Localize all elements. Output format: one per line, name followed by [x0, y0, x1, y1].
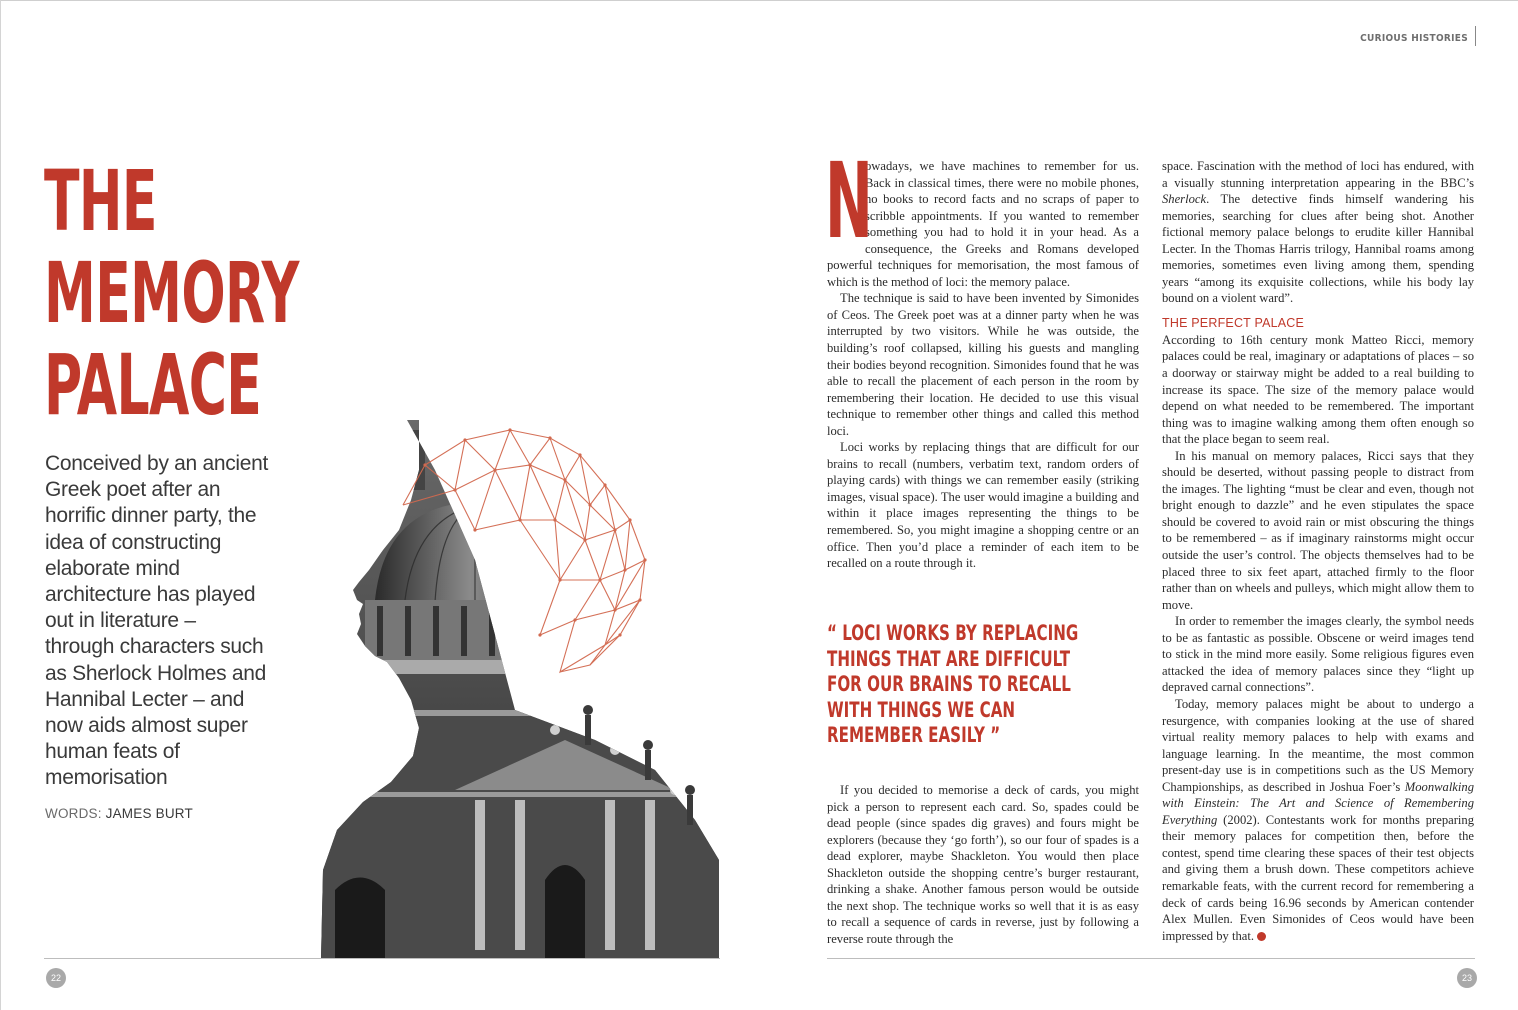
bottom-rule-left — [44, 958, 720, 959]
paragraph — [1162, 696, 1474, 944]
open-quote-mark: “ — [827, 621, 837, 645]
paragraph-text: owadays, we have machines to remember for us. Back in classical times, there were no mobile phones, no books to record facts and no scraps of paper to scribble appointments. If you wanted to remember something you had to hold it in your head. As a consequence, the Greeks and Romans developed powerful techniques for memorisation, the most famous of which is the method of loci: the memory palace. — [827, 159, 1139, 289]
page-number-left: 22 — [46, 968, 66, 988]
close-quote-mark: ” — [990, 723, 1001, 747]
paragraph: Loci works by replacing things that are difficult for our brains to recall (numbers, verbatim text, random orders of playing cards) with things we can remember easily (striking images, visual space). The user would imagine a building and within it place images representing the things to be remembered. So, you might imagine a shopping centre or an office. Then you’d place a reminder of each item to be recalled on a route through it. — [827, 440, 1139, 571]
pull-quote — [827, 621, 1079, 749]
paragraph: In order to remember the images clearly, the symbol needs to be as fantastic as possible. Obscene or weird images tend to stick in the mind more easily. Some religious figures even attacked the idea of memory palaces since they “light up depraved carnal connections”. — [1162, 614, 1474, 695]
headline-line: MEMORY — [44, 244, 299, 342]
paragraph-text: space. Fascination with the method of loci has endured, with a visually stunning interpretation appearing in the BBC’s — [1162, 159, 1474, 190]
article-column-1-continued — [827, 782, 1139, 947]
standfirst: Conceived by an ancient Greek poet after an horrific dinner party, the idea of constructing elaborate mind architecture has played out in literature – through characters such as Sherlock Holmes and Hannibal Lecter – and now aids almost super human feats of memorisation — [45, 452, 269, 790]
pull-quote-line: REMEMBER EASILY — [827, 723, 985, 747]
paragraph-text: Today, memory palaces might be about to undergo a resurgence, with companies looking at the use of shared virtual reality memory palaces to help with exams and language learning. In the meantime, the most common present-day use is in competitions such as the US Memory Championships, as described in Joshua Foer’s — [1162, 696, 1474, 794]
pull-quote-line: WITH THINGS WE CAN — [827, 697, 1016, 722]
article-column-2 — [1162, 158, 1474, 944]
paragraph: If you decided to memorise a deck of cards, you might pick a person to represent each card. So, spades could be dead people (since spades dig graves) and fours might be explorers (because they ‘go forth’), so our four of spades is a dead explorer, maybe Shackleton. You would then place Shackleton outside the shopping centre’s burger restaurant, drinking a shake. Another famous person would be outside the next shop. The technique works so well that it is as easy to recall a sequence of cards in reverse, just by following a reverse route through the — [827, 783, 1139, 946]
byline-label: WORDS: — [45, 806, 102, 821]
paragraph: According to 16th century monk Matteo Ricci, memory palaces could be real, imaginary or adaptations of places – so a doorway or stairway might be added to a real building to increase its space. The size of the memory palace would depend on what needed to be remembered. The important thing was to imagine walking among them often enough so that the place began to seem real. — [1162, 332, 1474, 447]
byline — [45, 806, 193, 821]
italic-title: Sherlock — [1162, 192, 1207, 207]
page-number-right: 23 — [1457, 968, 1477, 988]
subhead: THE PERFECT PALACE — [1162, 315, 1305, 330]
bottom-rule-right — [827, 958, 1475, 959]
article-column-1 — [825, 140, 1139, 572]
pull-quote-line: THINGS THAT ARE DIFFICULT — [827, 646, 1071, 671]
byline-author: JAMES BURT — [105, 806, 193, 821]
paragraph — [1162, 158, 1474, 307]
headline-line: PALACE — [44, 336, 262, 434]
pull-quote-line: FOR OUR BRAINS TO RECALL — [827, 672, 1071, 696]
section-label: CURIOUS HISTORIES — [1360, 33, 1468, 44]
silhouette-head-dome-brain-illustration — [315, 410, 725, 958]
paragraph-text: (2002). Contestants work for months preparing their memory palaces for competition then, before the contest, spend time clearing these spaces of their test objects and giving them a brush down. These competitors achieve remarkable feats, with the current record for remembering a deck of cards being 16.96 seconds by American contender Alex Mullen. Even Simonides of Ceos would have been impressed by that. — [1162, 812, 1474, 943]
paragraph: In his manual on memory palaces, Ricci says that they should be deserted, without passing people to distract from the images. The lighting “must be clear and even, though not bright enough to dazzle” and he even stipulates the space should be covered to avoid rain or mist obscuring the things to be remembered – as if imaginary rainstorms might occur outside the user’s control. The objects themselves had to be placed three to six feet apart, attached firmly to the floor rather than on wheels and pulleys, which might allow them to move. — [1162, 448, 1474, 612]
paragraph: The technique is said to have been invented by Simonides of Ceos. The Greek poet was at a dinner party when he was interrupted by two visitors. While he was outside, the building’s roof collapsed, killing his guests and mangling their bodies beyond recognition. Simonides found that he was able to recall the placement of each person in the room by remembering their location. He decided to use this visual technique to remember other things and called this method loci. — [827, 291, 1139, 438]
italic-title: Moonwalking with Einstein: The Art and Science of Remembering Everything — [1162, 779, 1474, 827]
pull-quote-line: LOCI WORKS BY REPLACING — [842, 621, 1079, 645]
dropcap: N — [825, 140, 873, 262]
left-page-edge — [0, 0, 1, 1010]
section-rule — [1475, 26, 1476, 46]
headline-line: THE — [44, 152, 157, 250]
headline — [44, 152, 299, 434]
paragraph-text: . The detective finds himself wandering his memories, searching for clues after being shot. Another fictional memory palace belongs to erudite killer Hannibal Lecter. In the Thomas Harris trilogy, Hannibal roams among memories, sometimes even living among them, spending years “among its exquisite collections, while his body lay bound on a violent ward”. — [1162, 192, 1474, 306]
end-mark-icon — [1257, 932, 1266, 941]
top-border — [0, 0, 1518, 1]
paragraph — [825, 140, 1139, 290]
